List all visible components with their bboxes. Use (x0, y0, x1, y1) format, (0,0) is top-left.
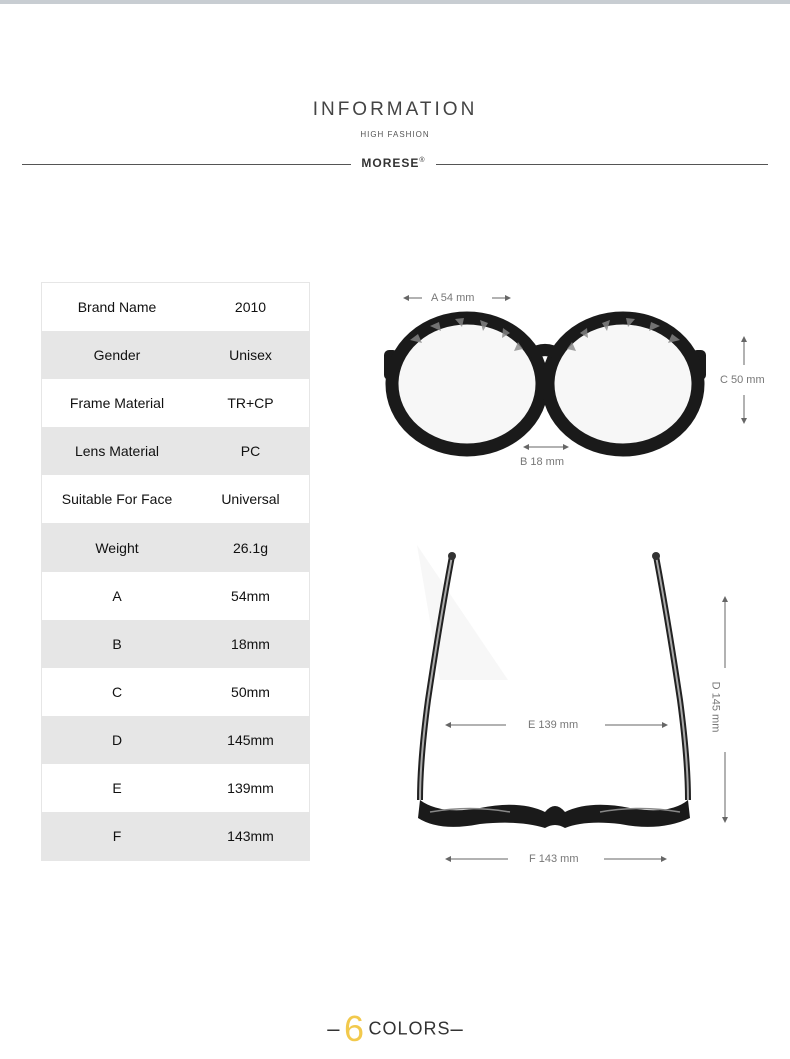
left-lens (392, 318, 542, 450)
spec-label: Weight (95, 539, 139, 556)
dim-label-e: E 139 mm (528, 719, 579, 731)
spec-row-d (42, 716, 309, 764)
spec-label: Lens Material (74, 443, 160, 460)
spec-row-a (42, 572, 309, 620)
left-temple-arm (402, 368, 440, 420)
spec-value: 2010 (234, 299, 267, 316)
spec-row-b (42, 620, 309, 668)
dim-label-a: A 54 mm (431, 292, 475, 304)
spec-value: 54mm (231, 587, 270, 604)
colors-label: COLORS (368, 1018, 451, 1039)
section-title: INFORMATION (312, 99, 478, 120)
spec-label: Brand Name (77, 299, 157, 316)
spec-label: Frame Material (69, 395, 165, 412)
left-hinge (384, 350, 398, 380)
spec-row-suitable-face (42, 475, 309, 523)
divider-right (436, 164, 768, 165)
spec-table (41, 282, 310, 861)
left-temple-tip (448, 552, 456, 560)
section-subtitle: HIGH FASHION (360, 130, 430, 139)
spec-row-c (42, 668, 309, 716)
colors-footer (0, 1008, 790, 1050)
right-hinge (692, 350, 706, 380)
registered-mark: ® (419, 157, 426, 164)
left-temple-top (420, 556, 452, 800)
spec-row-e (42, 764, 309, 812)
right-temple-top (656, 556, 688, 800)
divider-left (22, 164, 351, 165)
dash-right: – (450, 1016, 463, 1041)
right-temple-tip (652, 552, 660, 560)
facet-pattern (410, 318, 680, 351)
dim-label-d: D 145 mm (709, 681, 722, 733)
spec-value: TR+CP (227, 395, 274, 412)
spec-value: 139mm (227, 779, 274, 796)
spec-value: PC (240, 443, 261, 460)
spec-value: 18mm (231, 635, 270, 652)
spec-value: 143mm (227, 828, 274, 845)
spec-row-weight (42, 523, 309, 571)
right-lens (548, 318, 698, 450)
spec-label: E (112, 779, 122, 796)
spec-label: F (112, 828, 122, 845)
spec-row-brand-name (42, 283, 309, 331)
color-count: 6 (343, 1008, 364, 1049)
spec-row-lens-material (42, 427, 309, 475)
right-temple-arm (648, 368, 688, 420)
spec-label: D (111, 731, 123, 748)
front-frame-top (418, 800, 690, 828)
spec-label: Gender (93, 347, 141, 364)
spec-value: 26.1g (232, 539, 269, 556)
spec-value: Unisex (229, 347, 272, 364)
spec-row-f (42, 812, 309, 860)
spec-label: A (112, 587, 122, 604)
front-view (384, 318, 706, 450)
spec-label: Suitable For Face (61, 491, 173, 508)
top-view (417, 545, 690, 828)
spec-value: Universal (221, 491, 280, 508)
top-bar (0, 0, 790, 4)
spec-value: 50mm (231, 683, 270, 700)
top-shadow (417, 545, 508, 680)
spec-row-gender (42, 331, 309, 379)
spec-row-frame-material (42, 379, 309, 427)
bridge (530, 350, 560, 355)
spec-label: B (112, 635, 122, 652)
spec-value: 145mm (227, 731, 274, 748)
dim-label-f: F 143 mm (529, 853, 579, 865)
brand-logo-text: MORESE (361, 156, 420, 170)
brand-logo (351, 156, 436, 170)
dim-label-c: C 50 mm (720, 374, 765, 386)
dim-label-b: B 18 mm (520, 456, 565, 468)
spec-label: C (111, 683, 123, 700)
dash-left: – (327, 1016, 340, 1041)
